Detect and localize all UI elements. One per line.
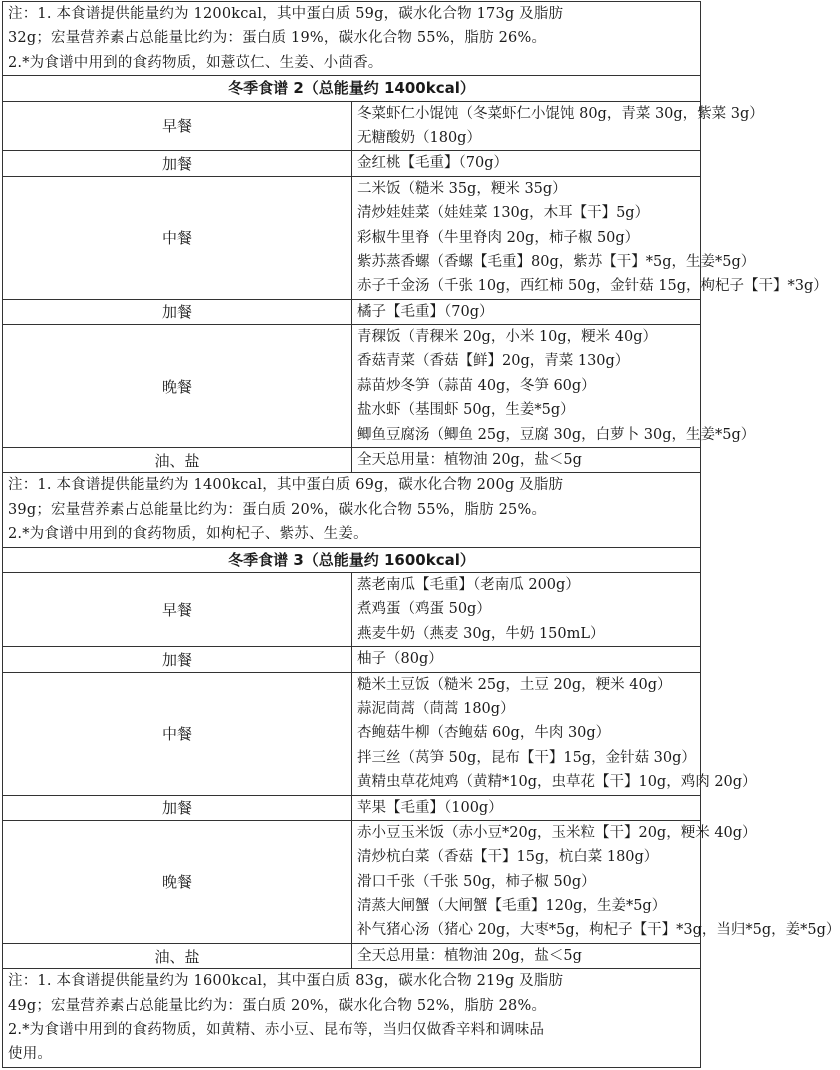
note-line: 32g；宏量营养素占总能量比约为：蛋白质 19%，碳水化合物 55%，脂肪 26%。 <box>8 30 547 47</box>
meal-item: 杏鲍菇牛柳（杏鲍菇 60g，牛肉 30g） <box>357 725 611 742</box>
recipe-title-row <box>3 547 701 572</box>
meal-items <box>352 176 828 299</box>
meal-item: 黄精虫草花炖鸡（黄精*10g，虫草花【干】10g，鸡肉 20g） <box>357 774 757 791</box>
meal-name: 加餐 <box>3 151 352 176</box>
meal-items <box>352 820 840 943</box>
meal-item: 彩椒牛里脊（牛里脊肉 20g，柿子椒 50g） <box>357 229 640 246</box>
meal-name: 油、盐 <box>3 448 352 473</box>
meal-row <box>3 448 701 473</box>
note-cell <box>3 969 701 1068</box>
note-row-top <box>3 2 701 76</box>
meal-item: 冬菜虾仁小馄饨（冬菜虾仁小馄饨 80g，青菜 30g，紫菜 3g） <box>357 105 764 122</box>
meal-row <box>3 820 701 943</box>
meal-name: 加餐 <box>3 795 352 820</box>
note-cell <box>3 473 701 547</box>
meal-item: 赤子千金汤（千张 10g，西红柿 50g，金针菇 15g，枸杞子【干】*3g） <box>357 278 828 295</box>
meal-items <box>352 943 701 968</box>
meal-item: 鲫鱼豆腐汤（鲫鱼 25g，豆腐 30g，白萝卜 30g，生姜*5g） <box>357 426 756 443</box>
meal-item: 滑口千张（千张 50g，柿子椒 50g） <box>357 873 596 890</box>
meal-item: 橘子【毛重】（70g） <box>357 303 494 320</box>
meal-row <box>3 299 701 324</box>
note-line: 49g；宏量营养素占总能量比约为：蛋白质 20%，碳水化合物 52%，脂肪 28%。 <box>8 997 547 1014</box>
meal-name: 中餐 <box>3 176 352 299</box>
meal-name: 加餐 <box>3 299 352 324</box>
meal-item: 蒜泥茼蒿（茼蒿 180g） <box>357 700 515 717</box>
note-line: 2.*为食谱中用到的食药物质，如薏苡仁、生姜、小茴香。 <box>8 54 383 71</box>
meal-item: 煮鸡蛋（鸡蛋 50g） <box>357 601 491 618</box>
meal-item: 无糖酸奶（180g） <box>357 129 481 146</box>
diet-plan-table-body <box>3 2 840 1068</box>
meal-items <box>352 672 757 795</box>
meal-item: 补气猪心汤（猪心 20g，大枣*5g，枸杞子【干】*3g，当归*5g，姜*5g） <box>357 922 840 939</box>
meal-item: 金红桃【毛重】（70g） <box>357 155 508 172</box>
meal-name: 加餐 <box>3 647 352 672</box>
meal-name: 早餐 <box>3 572 352 646</box>
meal-item: 清炒杭白菜（香菇【干】15g，杭白菜 180g） <box>357 849 659 866</box>
meal-row <box>3 672 701 795</box>
meal-row <box>3 647 701 672</box>
meal-row <box>3 795 701 820</box>
meal-items <box>352 572 701 646</box>
diet-plan-document <box>2 1 840 1068</box>
meal-items <box>352 299 701 324</box>
meal-row <box>3 176 701 299</box>
meal-row <box>3 325 701 448</box>
meal-item: 盐水虾（基围虾 50g，生姜*5g） <box>357 402 575 419</box>
meal-item: 全天总用量：植物油 20g，盐＜5g <box>357 947 582 964</box>
note-line: 2.*为食谱中用到的食药物质，如黄精、赤小豆、昆布等，当归仅做香辛料和调味品 <box>8 1022 545 1039</box>
meal-item: 燕麦牛奶（燕麦 30g，牛奶 150mL） <box>357 625 605 642</box>
meal-items <box>352 101 764 151</box>
meal-row <box>3 943 701 968</box>
meal-row <box>3 572 701 646</box>
note-line: 注：1. 本食谱提供能量约为 1400kcal，其中蛋白质 69g，碳水化合物 200g 及脂肪 <box>8 477 564 494</box>
recipe-title: 冬季食谱 3（总能量约 1600kcal） <box>228 550 475 569</box>
meal-items <box>352 151 701 176</box>
meal-items <box>352 325 756 448</box>
meal-item: 二米饭（糙米 35g，粳米 35g） <box>357 180 567 197</box>
meal-item: 蒸老南瓜【毛重】（老南瓜 200g） <box>357 576 580 593</box>
diet-plan-table <box>2 1 840 1068</box>
meal-item: 青稞饭（青稞米 20g，小米 10g，粳米 40g） <box>357 329 658 346</box>
meal-item: 全天总用量：植物油 20g，盐＜5g <box>357 452 582 469</box>
note-row <box>3 969 701 1068</box>
meal-item: 紫苏蒸香螺（香螺【毛重】80g，紫苏【干】*5g，生姜*5g） <box>357 253 756 270</box>
meal-row <box>3 101 701 151</box>
note-row <box>3 473 701 547</box>
note-line: 注：1. 本食谱提供能量约为 1600kcal，其中蛋白质 83g，碳水化合物 219g 及脂肪 <box>8 973 564 990</box>
note-line: 使用。 <box>8 1046 53 1063</box>
meal-items <box>352 795 701 820</box>
meal-item: 蒜苗炒冬笋（蒜苗 40g，冬笋 60g） <box>357 377 596 394</box>
meal-item: 清炒娃娃菜（娃娃菜 130g，木耳【干】5g） <box>357 205 650 222</box>
meal-item: 柚子（80g） <box>357 651 443 668</box>
recipe-title: 冬季食谱 2（总能量约 1400kcal） <box>228 79 475 98</box>
meal-name: 油、盐 <box>3 943 352 968</box>
note-line: 39g；宏量营养素占总能量比约为：蛋白质 20%，碳水化合物 55%，脂肪 25%。 <box>8 501 547 518</box>
meal-item: 苹果【毛重】（100g） <box>357 799 503 816</box>
meal-items <box>352 448 701 473</box>
meal-item: 清蒸大闸蟹（大闸蟹【毛重】120g，生姜*5g） <box>357 898 667 915</box>
meal-name: 早餐 <box>3 101 352 151</box>
meal-item: 拌三丝（莴笋 50g，昆布【干】15g，金针菇 30g） <box>357 749 696 766</box>
meal-name: 晚餐 <box>3 820 352 943</box>
meal-name: 晚餐 <box>3 325 352 448</box>
note-cell <box>3 2 701 76</box>
meal-items <box>352 647 701 672</box>
meal-item: 香菇青菜（香菇【鲜】20g，青菜 130g） <box>357 353 630 370</box>
recipe-title-row <box>3 76 701 101</box>
meal-row <box>3 151 701 176</box>
note-line: 2.*为食谱中用到的食药物质，如枸杞子、紫苏、生姜。 <box>8 526 368 543</box>
note-line: 注：1. 本食谱提供能量约为 1200kcal，其中蛋白质 59g，碳水化合物 173g 及脂肪 <box>8 6 564 22</box>
meal-name: 中餐 <box>3 672 352 795</box>
meal-item: 赤小豆玉米饭（赤小豆*20g，玉米粒【干】20g，粳米 40g） <box>357 824 757 841</box>
meal-item: 糙米土豆饭（糙米 25g，土豆 20g，粳米 40g） <box>357 676 672 693</box>
